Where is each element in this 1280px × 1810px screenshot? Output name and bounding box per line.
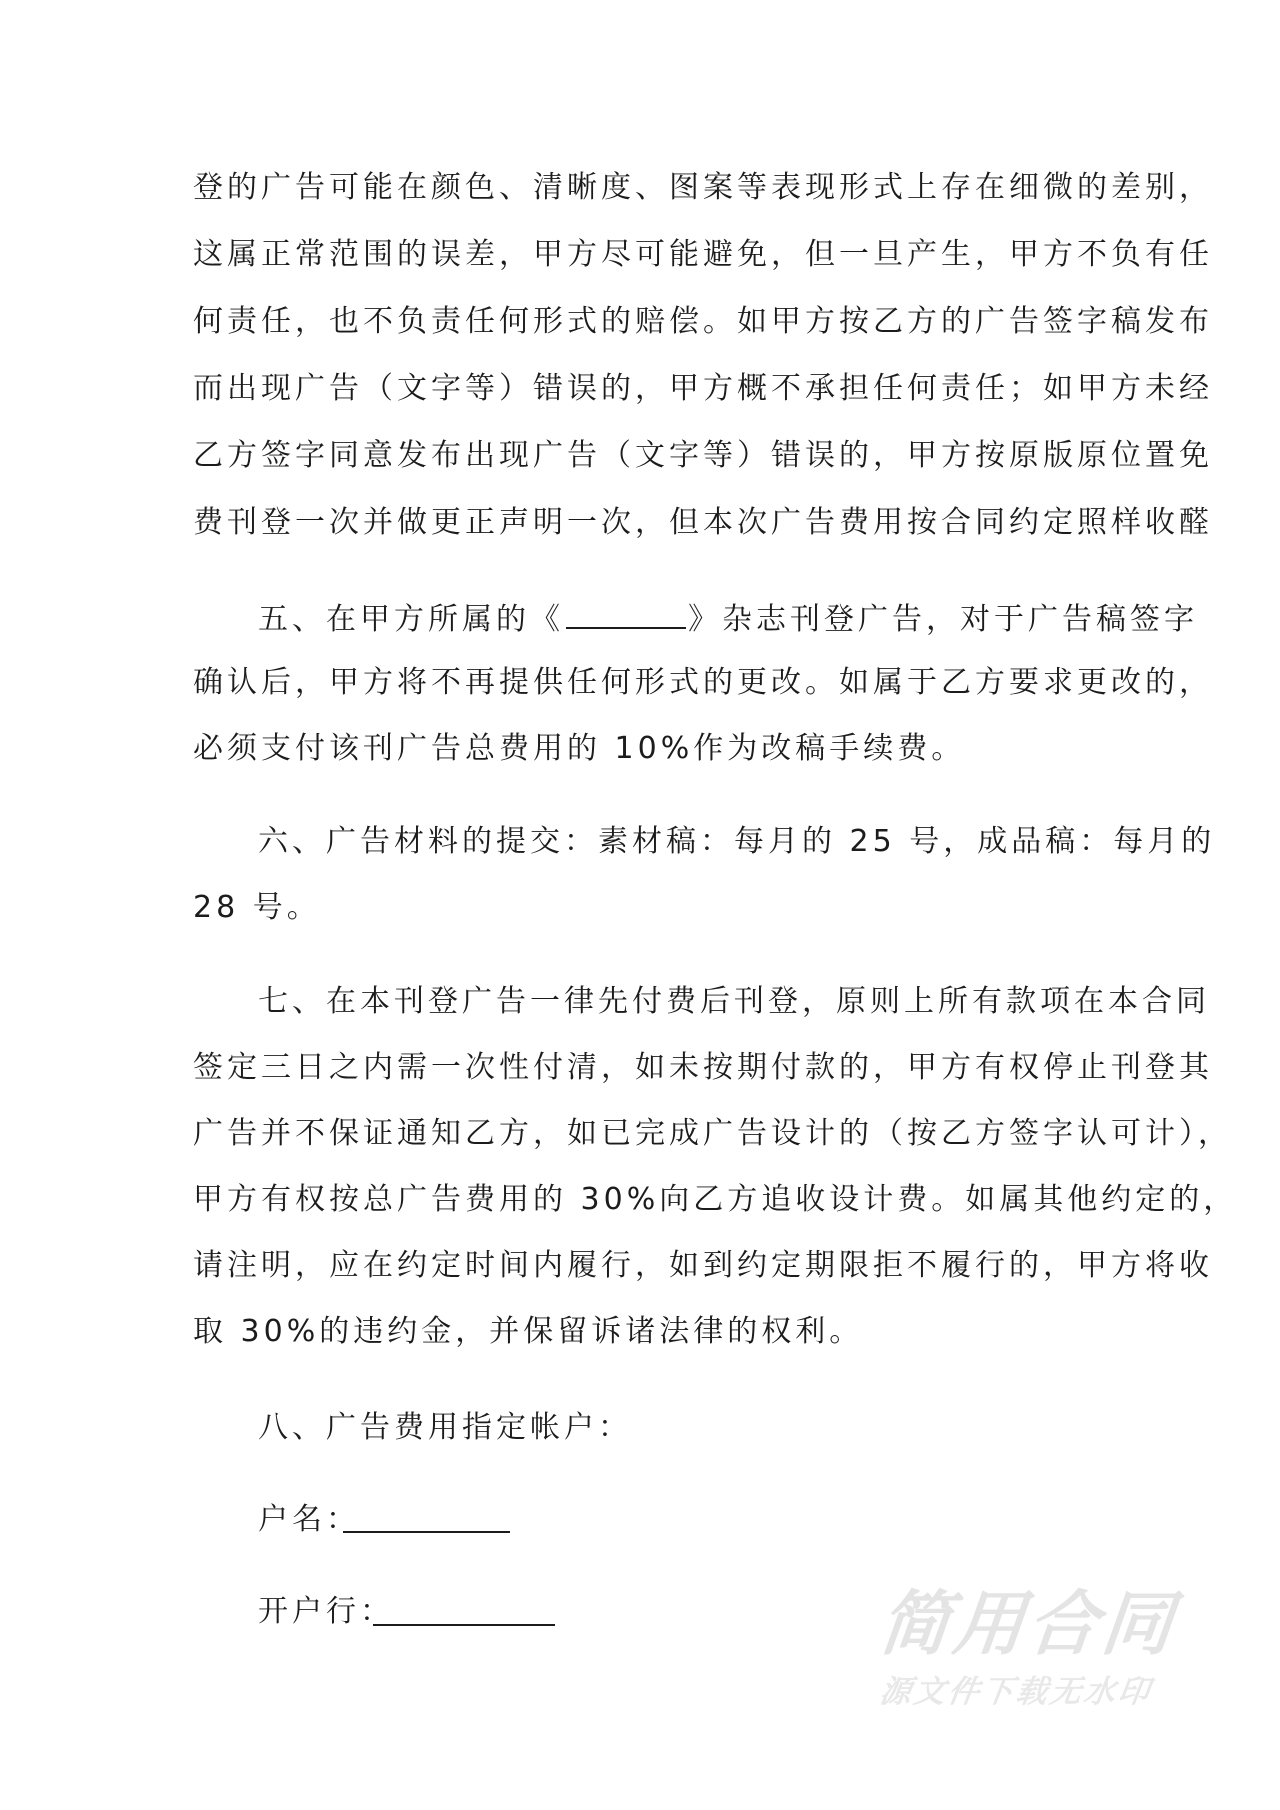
paragraph-1-line-6: 费刊登一次并做更正声明一次，但本次广告费用按合同约定照样收醛 <box>193 505 1213 540</box>
account-name-field[interactable] <box>343 1531 510 1533</box>
paragraph-7-line-1: 七、在本刊登广告一律先付费后刊登，原则上所有款项在本合同 <box>258 984 1210 1019</box>
paragraph-7-line-6: 取 30%的违约金，并保留诉诸法律的权利。 <box>193 1314 864 1349</box>
paragraph-5-line-3: 必须支付该刊广告总费用的 10%作为改稿手续费。 <box>193 731 966 766</box>
paragraph-6-line-1: 六、广告材料的提交：素材稿：每月的 25 号，成品稿：每月的 <box>258 824 1216 859</box>
paragraph-1-line-2: 这属正常范围的误差，甲方尽可能避免，但一旦产生，甲方不负有任 <box>193 237 1213 272</box>
paragraph-8-heading: 八、广告费用指定帐户： <box>258 1410 632 1445</box>
paragraph-5-line-2: 确认后，甲方将不再提供任何形式的更改。如属于乙方要求更改的， <box>193 665 1213 700</box>
paragraph-7-line-5: 请注明，应在约定时间内履行，如到约定期限拒不履行的，甲方将收 <box>193 1248 1213 1283</box>
bank-label: 开户行： <box>258 1594 394 1629</box>
paragraph-1-line-5: 乙方签字同意发布出现广告（文字等）错误的，甲方按原版原位置免 <box>193 438 1213 473</box>
bank-field[interactable] <box>373 1624 555 1626</box>
paragraph-1-line-1: 登的广告可能在颜色、清晰度、图案等表现形式上存在细微的差别， <box>193 170 1213 205</box>
paragraph-5-text-after: 》杂志刊登广告，对于广告稿签字 <box>688 602 1198 637</box>
paragraph-7-line-2: 签定三日之内需一次性付清，如未按期付款的，甲方有权停止刊登其 <box>193 1050 1213 1085</box>
paragraph-7-line-4: 甲方有权按总广告费用的 30%向乙方追收设计费。如属其他约定的， <box>193 1182 1238 1217</box>
paragraph-5-text-before: 五、在甲方所属的《 <box>258 602 564 637</box>
account-name-label: 户名： <box>258 1502 360 1537</box>
paragraph-1-line-4: 而出现广告（文字等）错误的，甲方概不承担任何责任；如甲方未经 <box>193 371 1213 406</box>
watermark-subtitle: 源文件下载无水印 <box>877 1674 1155 1710</box>
watermark <box>875 1583 1190 1712</box>
watermark-title: 简用合同 <box>875 1583 1181 1665</box>
paragraph-5-line-1 <box>258 597 1198 637</box>
magazine-name-blank[interactable] <box>566 597 686 629</box>
paragraph-1-line-3: 何责任，也不负责任何形式的赔偿。如甲方按乙方的广告签字稿发布 <box>193 304 1213 339</box>
paragraph-7-line-3: 广告并不保证通知乙方，如已完成广告设计的（按乙方签字认可计）， <box>193 1116 1232 1151</box>
paragraph-6-line-2: 28 号。 <box>193 890 321 925</box>
